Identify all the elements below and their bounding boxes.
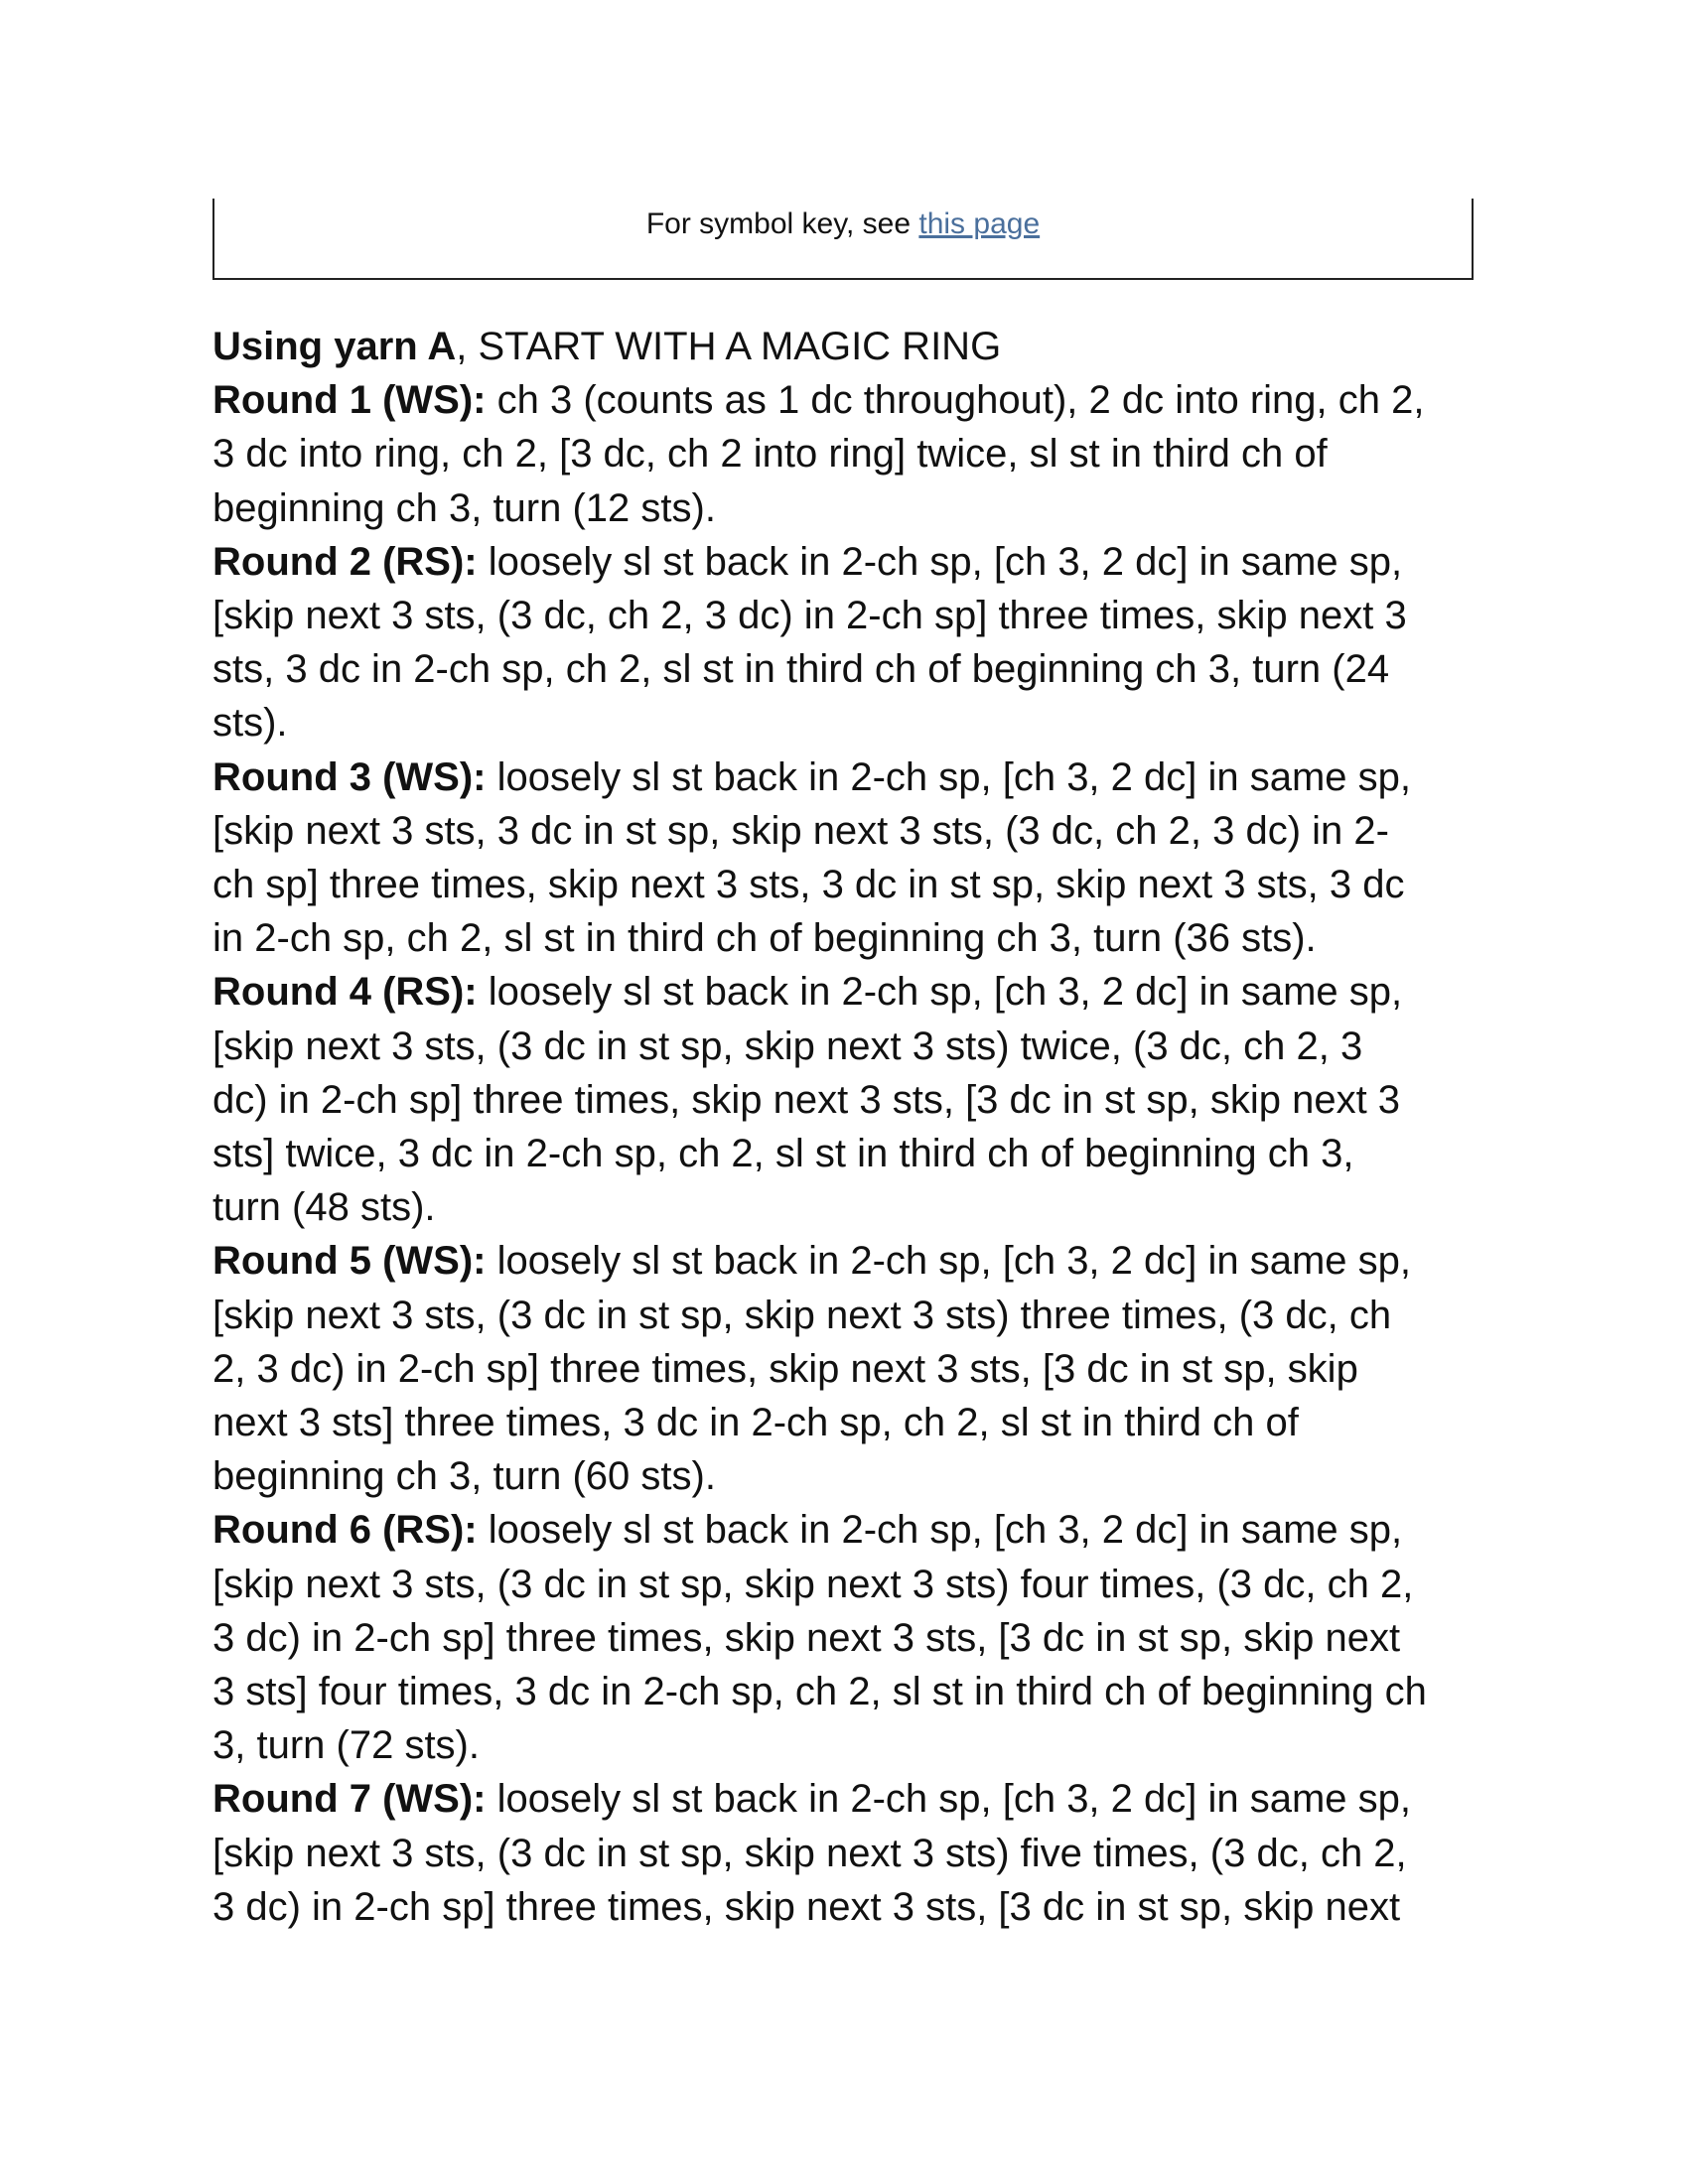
round-text: beginning ch 3, turn (60 sts). [212, 1454, 716, 1499]
round-2 [212, 535, 1493, 751]
intro-text: , START WITH A MAGIC RING [456, 325, 1002, 368]
round-4 [212, 965, 1493, 1234]
round-label: Round 6 (RS): [212, 1508, 478, 1553]
pattern-instructions [212, 320, 1493, 1934]
symbol-key-text: For symbol key, see [645, 207, 919, 240]
round-text: ch sp] three times, skip next 3 sts, 3 dc in st sp, skip next 3 sts, 3 dc [212, 863, 1405, 907]
round-text: dc) in 2-ch sp] three times, skip next 3 sts, [3 dc in st sp, skip next 3 [212, 1077, 1401, 1122]
round-text: [skip next 3 sts, 3 dc in st sp, skip next 3 sts, (3 dc, ch 2, 3 dc) in 2- [212, 808, 1389, 853]
round-3 [212, 751, 1493, 966]
round-text: next 3 sts] three times, 3 dc in 2-ch sp, ch 2, sl st in third ch of [212, 1401, 1299, 1445]
symbol-key-line [214, 205, 1472, 244]
symbol-key-link[interactable]: this page [918, 207, 1041, 240]
round-7 [212, 1772, 1493, 1934]
round-text: [skip next 3 sts, (3 dc, ch 2, 3 dc) in 2-ch sp] three times, skip next 3 [212, 594, 1407, 638]
round-text: loosely sl st back in 2-ch sp, [ch 3, 2 dc] in same sp, [486, 754, 1412, 799]
round-label: Round 2 (RS): [212, 539, 478, 584]
intro-line [212, 320, 1493, 373]
round-label: Round 7 (WS): [212, 1777, 487, 1822]
round-text: 3 dc into ring, ch 2, [3 dc, ch 2 into ring] twice, sl st in third ch of [212, 432, 1328, 477]
round-label: Round 3 (WS): [212, 754, 487, 799]
intro-yarn-label: Using yarn A [212, 325, 457, 368]
round-text: loosely sl st back in 2-ch sp, [ch 3, 2 dc] in same sp, [477, 1508, 1403, 1553]
round-text: 3 dc) in 2-ch sp] three times, skip next 3 sts, [3 dc in st sp, skip next [212, 1884, 1401, 1929]
round-text: 2, 3 dc) in 2-ch sp] three times, skip next 3 sts, [3 dc in st sp, skip [212, 1346, 1358, 1391]
round-text: in 2-ch sp, ch 2, sl st in third ch of beginning ch 3, turn (36 sts). [212, 916, 1317, 961]
round-text: turn (48 sts). [212, 1185, 436, 1230]
round-text: loosely sl st back in 2-ch sp, [ch 3, 2 dc] in same sp, [486, 1777, 1412, 1822]
round-text: sts, 3 dc in 2-ch sp, ch 2, sl st in third ch of beginning ch 3, turn (24 [212, 647, 1390, 692]
round-text: 3 dc) in 2-ch sp] three times, skip next 3 sts, [3 dc in st sp, skip next [212, 1615, 1401, 1660]
round-text: 3, turn (72 sts). [212, 1723, 480, 1768]
round-text: sts). [212, 701, 288, 746]
symbol-key-box [212, 199, 1474, 280]
round-text: [skip next 3 sts, (3 dc in st sp, skip next 3 sts) three times, (3 dc, ch [212, 1293, 1392, 1337]
round-text: loosely sl st back in 2-ch sp, [ch 3, 2 dc] in same sp, [486, 1239, 1412, 1284]
round-6 [212, 1503, 1493, 1772]
round-text: beginning ch 3, turn (12 sts). [212, 485, 716, 530]
round-label: Round 1 (WS): [212, 378, 487, 423]
round-label: Round 4 (RS): [212, 970, 478, 1015]
round-5 [212, 1234, 1493, 1503]
round-text: sts] twice, 3 dc in 2-ch sp, ch 2, sl st in third ch of beginning ch 3, [212, 1132, 1354, 1176]
round-text: 3 sts] four times, 3 dc in 2-ch sp, ch 2, sl st in third ch of beginning ch [212, 1670, 1427, 1714]
round-text: [skip next 3 sts, (3 dc in st sp, skip next 3 sts) twice, (3 dc, ch 2, 3 [212, 1024, 1363, 1068]
round-label: Round 5 (WS): [212, 1239, 487, 1284]
round-text: [skip next 3 sts, (3 dc in st sp, skip next 3 sts) four times, (3 dc, ch 2, [212, 1562, 1414, 1606]
round-text: [skip next 3 sts, (3 dc in st sp, skip next 3 sts) five times, (3 dc, ch 2, [212, 1831, 1407, 1875]
round-1 [212, 373, 1493, 535]
round-text: loosely sl st back in 2-ch sp, [ch 3, 2 dc] in same sp, [477, 970, 1403, 1015]
round-text: ch 3 (counts as 1 dc throughout), 2 dc into ring, ch 2, [486, 378, 1425, 423]
round-text: loosely sl st back in 2-ch sp, [ch 3, 2 dc] in same sp, [477, 539, 1403, 584]
